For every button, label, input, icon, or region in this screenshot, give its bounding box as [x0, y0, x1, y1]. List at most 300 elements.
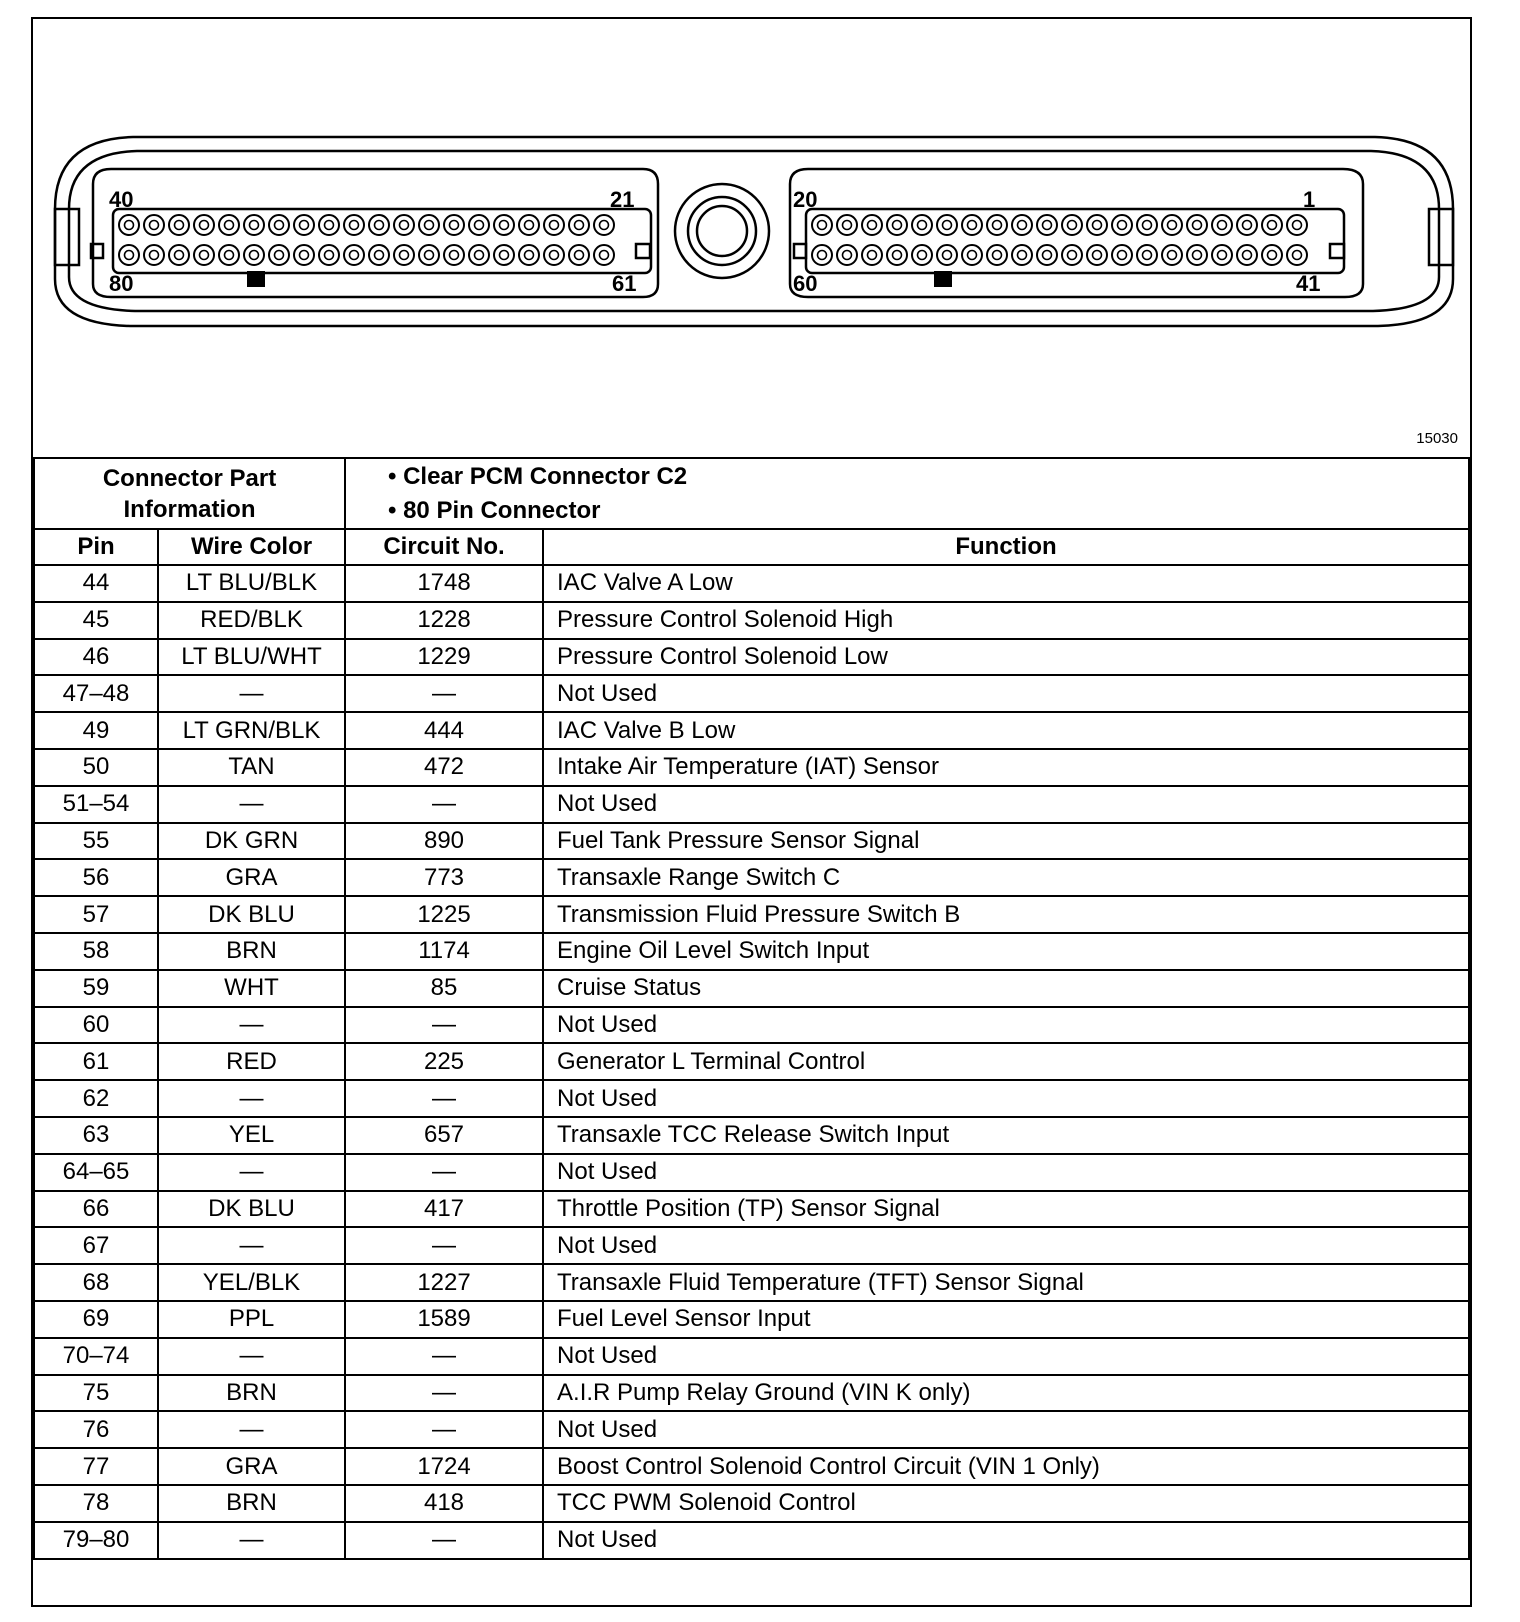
- wire-color-cell: TAN: [158, 749, 345, 786]
- pin-socket-center: [1268, 251, 1277, 260]
- pin-cell: 49: [34, 712, 158, 749]
- pin-socket-center: [500, 251, 509, 260]
- wire-color-cell: DK BLU: [158, 1191, 345, 1228]
- pin-socket-center: [375, 221, 384, 230]
- pin-socket-center: [600, 221, 609, 230]
- pin-cell: 55: [34, 823, 158, 860]
- pin-socket: [1112, 245, 1132, 265]
- pin-cell: 66: [34, 1191, 158, 1228]
- table-row: [34, 1338, 1469, 1375]
- table-row: [34, 1448, 1469, 1485]
- table-row: [34, 1264, 1469, 1301]
- circuit-cell: 418: [345, 1485, 543, 1522]
- pin-socket-center: [600, 251, 609, 260]
- table-row: [34, 1154, 1469, 1191]
- circuit-cell: —: [345, 675, 543, 712]
- pin-socket: [544, 215, 564, 235]
- pin-socket-center: [818, 251, 827, 260]
- wire-color-cell: —: [158, 1154, 345, 1191]
- pin-socket-center: [1093, 221, 1102, 230]
- pin-socket-center: [350, 251, 359, 260]
- wire-color-cell: BRN: [158, 933, 345, 970]
- pin-socket-center: [843, 251, 852, 260]
- table-row: [34, 970, 1469, 1007]
- pin-cell: 64–65: [34, 1154, 158, 1191]
- function-cell: Transaxle TCC Release Switch Input: [543, 1117, 1469, 1154]
- table-row: [34, 933, 1469, 970]
- pin-socket-center: [943, 251, 952, 260]
- table-row: [34, 786, 1469, 823]
- pin-label-40: 40: [109, 187, 134, 212]
- pin-socket-center: [943, 221, 952, 230]
- pin-socket-center: [1243, 251, 1252, 260]
- pin-socket: [169, 245, 189, 265]
- function-cell: Pressure Control Solenoid High: [543, 602, 1469, 639]
- pin-socket-center: [325, 251, 334, 260]
- pin-socket-center: [1243, 221, 1252, 230]
- pin-socket-center: [225, 221, 234, 230]
- wire-color-cell: LT GRN/BLK: [158, 712, 345, 749]
- circuit-cell: —: [345, 1411, 543, 1448]
- wire-color-cell: —: [158, 1338, 345, 1375]
- pin-socket: [369, 245, 389, 265]
- circuit-cell: —: [345, 1338, 543, 1375]
- pin-socket-center: [843, 221, 852, 230]
- pin-socket: [119, 245, 139, 265]
- right-latch: [1429, 209, 1453, 265]
- pin-socket: [469, 245, 489, 265]
- function-cell: Not Used: [543, 1522, 1469, 1559]
- pin-socket-center: [125, 251, 134, 260]
- pin-socket: [294, 245, 314, 265]
- wire-color-cell: PPL: [158, 1301, 345, 1338]
- pins-left-bottom: [119, 245, 614, 265]
- pin-label-80: 80: [109, 271, 134, 296]
- pin-socket: [544, 245, 564, 265]
- wire-color-cell: —: [158, 675, 345, 712]
- pin-socket-center: [968, 251, 977, 260]
- pin-socket: [419, 245, 439, 265]
- pin-socket: [594, 215, 614, 235]
- pin-socket: [912, 215, 932, 235]
- pin-socket: [1137, 215, 1157, 235]
- pin-socket: [269, 245, 289, 265]
- table-row: [34, 1522, 1469, 1559]
- pinout-table: [33, 457, 1470, 1560]
- pin-socket-center: [1218, 221, 1227, 230]
- pin-socket: [519, 245, 539, 265]
- pin-socket-center: [893, 221, 902, 230]
- wire-color-cell: —: [158, 1227, 345, 1264]
- circuit-cell: —: [345, 1375, 543, 1412]
- pin-socket-center: [1068, 221, 1077, 230]
- pin-socket: [1162, 245, 1182, 265]
- pin-socket-center: [150, 221, 159, 230]
- pin-socket-center: [250, 251, 259, 260]
- function-cell: A.I.R Pump Relay Ground (VIN K only): [543, 1375, 1469, 1412]
- pin-socket: [1012, 215, 1032, 235]
- circuit-cell: 1228: [345, 602, 543, 639]
- pin-socket-center: [475, 251, 484, 260]
- pin-cell: 56: [34, 859, 158, 896]
- connector-diagram: [33, 19, 1470, 457]
- function-cell: Not Used: [543, 1007, 1469, 1044]
- pin-socket-center: [1093, 251, 1102, 260]
- pin-socket-center: [1143, 251, 1152, 260]
- function-cell: Not Used: [543, 1154, 1469, 1191]
- pin-socket: [812, 215, 832, 235]
- wire-color-cell: —: [158, 786, 345, 823]
- function-cell: Throttle Position (TP) Sensor Signal: [543, 1191, 1469, 1228]
- pin-cell: 45: [34, 602, 158, 639]
- wire-color-cell: RED/BLK: [158, 602, 345, 639]
- pin-socket: [494, 215, 514, 235]
- header-circuit: Circuit No.: [345, 529, 543, 565]
- pin-socket: [344, 215, 364, 235]
- table-row: [34, 1080, 1469, 1117]
- wire-color-cell: LT BLU/WHT: [158, 639, 345, 676]
- pin-socket: [319, 245, 339, 265]
- pin-cell: 62: [34, 1080, 158, 1117]
- pin-socket-center: [150, 251, 159, 260]
- key-center-left: [636, 244, 650, 258]
- pin-socket: [937, 245, 957, 265]
- pin-label-60: 60: [793, 271, 818, 296]
- pin-socket-center: [200, 251, 209, 260]
- circuit-cell: —: [345, 1227, 543, 1264]
- key-right: [1330, 244, 1344, 258]
- pin-cell: 57: [34, 896, 158, 933]
- pin-socket: [219, 245, 239, 265]
- pin-socket-center: [250, 221, 259, 230]
- pin-socket-center: [1118, 251, 1127, 260]
- pin-label-41: 41: [1296, 271, 1321, 296]
- pin-socket: [469, 215, 489, 235]
- function-cell: Not Used: [543, 1080, 1469, 1117]
- pin-socket: [444, 215, 464, 235]
- function-cell: Boost Control Solenoid Control Circuit (VIN 1 Only): [543, 1448, 1469, 1485]
- part-info-label: Connector Part Information: [34, 458, 345, 529]
- pin-cell: 77: [34, 1448, 158, 1485]
- circuit-cell: 417: [345, 1191, 543, 1228]
- figure-number: 15030: [1416, 430, 1458, 447]
- pin-socket-center: [1143, 221, 1152, 230]
- function-cell: Not Used: [543, 786, 1469, 823]
- pin-socket: [837, 215, 857, 235]
- pin-socket: [444, 245, 464, 265]
- pin-socket-center: [425, 251, 434, 260]
- circuit-cell: —: [345, 1154, 543, 1191]
- pin-socket: [344, 245, 364, 265]
- pin-socket-center: [1168, 221, 1177, 230]
- pin-cell: 67: [34, 1227, 158, 1264]
- pin-socket: [144, 215, 164, 235]
- table-row: [34, 639, 1469, 676]
- wire-color-cell: —: [158, 1080, 345, 1117]
- pin-socket-center: [225, 251, 234, 260]
- pin-socket: [1112, 215, 1132, 235]
- pin-socket: [862, 215, 882, 235]
- pin-cell: 75: [34, 1375, 158, 1412]
- pins-right-bottom: [812, 245, 1307, 265]
- pin-socket-center: [125, 221, 134, 230]
- pin-socket-center: [525, 221, 534, 230]
- circuit-cell: 1225: [345, 896, 543, 933]
- pin-socket: [1262, 215, 1282, 235]
- pin-socket: [1237, 215, 1257, 235]
- function-cell: Transmission Fluid Pressure Switch B: [543, 896, 1469, 933]
- circuit-cell: 225: [345, 1043, 543, 1080]
- circuit-cell: 1229: [345, 639, 543, 676]
- pin-socket: [1187, 215, 1207, 235]
- pin-socket: [1262, 245, 1282, 265]
- pin-socket: [369, 215, 389, 235]
- circuit-cell: 1174: [345, 933, 543, 970]
- pin-cell: 44: [34, 565, 158, 602]
- connector-drawing: [33, 19, 1470, 457]
- pin-socket-center: [968, 221, 977, 230]
- pin-socket-center: [325, 221, 334, 230]
- pin-socket: [837, 245, 857, 265]
- pin-socket-center: [575, 221, 584, 230]
- pin-socket: [569, 245, 589, 265]
- part-info-item: • 80 Pin Connector: [388, 496, 601, 524]
- pin-socket: [962, 245, 982, 265]
- pin-socket: [962, 215, 982, 235]
- table-header-row: [34, 529, 1469, 565]
- pin-cell: 70–74: [34, 1338, 158, 1375]
- table-row: [34, 896, 1469, 933]
- connector-housing-inner: [69, 151, 1439, 311]
- pin-cell: 79–80: [34, 1522, 158, 1559]
- wire-color-cell: YEL/BLK: [158, 1264, 345, 1301]
- table-body: [34, 565, 1469, 1559]
- pin-socket-center: [300, 251, 309, 260]
- circuit-cell: 1227: [345, 1264, 543, 1301]
- function-cell: Transaxle Fluid Temperature (TFT) Sensor Signal: [543, 1264, 1469, 1301]
- pin-label-61: 61: [612, 271, 637, 296]
- pin-socket-center: [918, 251, 927, 260]
- pin-socket: [219, 215, 239, 235]
- pin-socket-center: [375, 251, 384, 260]
- pin-socket: [1162, 215, 1182, 235]
- pin-cell: 60: [34, 1007, 158, 1044]
- pin-socket-center: [1293, 251, 1302, 260]
- table-row: [34, 859, 1469, 896]
- pin-socket-center: [475, 221, 484, 230]
- circuit-cell: 657: [345, 1117, 543, 1154]
- circuit-cell: 890: [345, 823, 543, 860]
- pin-socket-center: [350, 221, 359, 230]
- wire-color-cell: DK BLU: [158, 896, 345, 933]
- pin-socket: [144, 245, 164, 265]
- header-function: Function: [543, 529, 1469, 565]
- wire-color-cell: —: [158, 1411, 345, 1448]
- circuit-cell: 1589: [345, 1301, 543, 1338]
- pin-label-21: 21: [610, 187, 635, 212]
- function-cell: Engine Oil Level Switch Input: [543, 933, 1469, 970]
- table-row: [34, 602, 1469, 639]
- pin-socket: [569, 215, 589, 235]
- pin-socket-center: [450, 251, 459, 260]
- table-row: [34, 565, 1469, 602]
- pin-cell: 58: [34, 933, 158, 970]
- pin-socket-center: [1068, 251, 1077, 260]
- circuit-cell: 85: [345, 970, 543, 1007]
- circuit-cell: —: [345, 1007, 543, 1044]
- pin-socket-center: [575, 251, 584, 260]
- pin-label-20: 20: [793, 187, 818, 212]
- polarization-mark-right: [934, 271, 952, 287]
- pin-socket: [519, 215, 539, 235]
- pin-socket-center: [200, 221, 209, 230]
- pin-socket-center: [893, 251, 902, 260]
- wire-color-cell: —: [158, 1007, 345, 1044]
- circuit-cell: 1748: [345, 565, 543, 602]
- pin-socket: [244, 215, 264, 235]
- pin-socket-center: [550, 221, 559, 230]
- pin-socket: [1287, 215, 1307, 235]
- header-wire-color: Wire Color: [158, 529, 345, 565]
- wire-color-cell: GRA: [158, 859, 345, 896]
- pin-socket-center: [868, 251, 877, 260]
- pin-socket-center: [1018, 221, 1027, 230]
- circuit-cell: 1724: [345, 1448, 543, 1485]
- pin-socket-center: [1043, 221, 1052, 230]
- pin-cell: 78: [34, 1485, 158, 1522]
- table-row: [34, 1007, 1469, 1044]
- function-cell: Fuel Level Sensor Input: [543, 1301, 1469, 1338]
- pin-cell: 50: [34, 749, 158, 786]
- pin-socket: [937, 215, 957, 235]
- pin-socket-center: [425, 221, 434, 230]
- part-info-row: [34, 458, 1469, 529]
- wire-color-cell: GRA: [158, 1448, 345, 1485]
- wire-color-cell: —: [158, 1522, 345, 1559]
- part-info-item: • Clear PCM Connector C2: [388, 462, 688, 490]
- pin-socket: [1137, 245, 1157, 265]
- pin-socket-center: [175, 221, 184, 230]
- pin-socket-center: [1293, 221, 1302, 230]
- pin-socket: [244, 245, 264, 265]
- wire-color-cell: YEL: [158, 1117, 345, 1154]
- function-cell: Cruise Status: [543, 970, 1469, 1007]
- wire-color-cell: BRN: [158, 1375, 345, 1412]
- pin-socket-center: [400, 221, 409, 230]
- function-cell: Not Used: [543, 1338, 1469, 1375]
- pin-socket: [494, 245, 514, 265]
- pin-cell: 47–48: [34, 675, 158, 712]
- polarization-mark-left: [247, 271, 265, 287]
- pin-socket: [1062, 245, 1082, 265]
- table-row: [34, 712, 1469, 749]
- pin-socket: [987, 245, 1007, 265]
- pin-socket: [1212, 215, 1232, 235]
- table-row: [34, 1301, 1469, 1338]
- pin-socket-center: [275, 251, 284, 260]
- function-cell: Generator L Terminal Control: [543, 1043, 1469, 1080]
- pin-cell: 51–54: [34, 786, 158, 823]
- wire-color-cell: LT BLU/BLK: [158, 565, 345, 602]
- pin-socket-center: [300, 221, 309, 230]
- pin-label-1: 1: [1303, 187, 1316, 212]
- pin-socket-center: [175, 251, 184, 260]
- pin-socket: [1087, 215, 1107, 235]
- pin-socket: [887, 245, 907, 265]
- pin-socket: [394, 215, 414, 235]
- pin-socket: [1037, 245, 1057, 265]
- pin-socket-center: [500, 221, 509, 230]
- wire-color-cell: RED: [158, 1043, 345, 1080]
- pin-socket: [1087, 245, 1107, 265]
- wire-color-cell: WHT: [158, 970, 345, 1007]
- wire-color-cell: DK GRN: [158, 823, 345, 860]
- pin-cell: 63: [34, 1117, 158, 1154]
- function-cell: Fuel Tank Pressure Sensor Signal: [543, 823, 1469, 860]
- header-pin: Pin: [34, 529, 158, 565]
- pin-socket: [194, 245, 214, 265]
- table-row: [34, 1375, 1469, 1412]
- pin-socket: [912, 245, 932, 265]
- pin-socket-center: [400, 251, 409, 260]
- pin-socket-center: [1043, 251, 1052, 260]
- table-row: [34, 823, 1469, 860]
- pin-cell: 46: [34, 639, 158, 676]
- part-info-list: [345, 458, 1469, 529]
- table-row: [34, 1485, 1469, 1522]
- pin-socket: [194, 215, 214, 235]
- function-cell: TCC PWM Solenoid Control: [543, 1485, 1469, 1522]
- pin-socket: [169, 215, 189, 235]
- pin-socket-center: [525, 251, 534, 260]
- pin-socket: [987, 215, 1007, 235]
- pin-socket-center: [1218, 251, 1227, 260]
- function-cell: IAC Valve A Low: [543, 565, 1469, 602]
- pin-socket-center: [550, 251, 559, 260]
- pin-socket-center: [1268, 221, 1277, 230]
- circuit-cell: —: [345, 1522, 543, 1559]
- function-cell: Pressure Control Solenoid Low: [543, 639, 1469, 676]
- table-row: [34, 1227, 1469, 1264]
- circuit-cell: 773: [345, 859, 543, 896]
- pin-socket-center: [818, 221, 827, 230]
- connector-sheet: [31, 17, 1472, 1607]
- pins-right-top: [812, 215, 1307, 235]
- pin-socket-center: [1018, 251, 1027, 260]
- pin-socket: [1237, 245, 1257, 265]
- pin-socket-center: [918, 221, 927, 230]
- circuit-cell: 444: [345, 712, 543, 749]
- pin-socket: [394, 245, 414, 265]
- pin-socket: [1187, 245, 1207, 265]
- table-row: [34, 749, 1469, 786]
- pin-cell: 59: [34, 970, 158, 1007]
- pin-socket: [269, 215, 289, 235]
- circuit-cell: —: [345, 1080, 543, 1117]
- wire-color-cell: BRN: [158, 1485, 345, 1522]
- pin-socket-center: [1193, 221, 1202, 230]
- pin-cell: 61: [34, 1043, 158, 1080]
- pin-socket: [1037, 215, 1057, 235]
- function-cell: Intake Air Temperature (IAT) Sensor: [543, 749, 1469, 786]
- pin-socket-center: [1193, 251, 1202, 260]
- pin-socket: [419, 215, 439, 235]
- pin-socket: [319, 215, 339, 235]
- pins-left-top: [119, 215, 614, 235]
- pin-socket: [862, 245, 882, 265]
- left-latch: [55, 209, 79, 265]
- function-cell: IAC Valve B Low: [543, 712, 1469, 749]
